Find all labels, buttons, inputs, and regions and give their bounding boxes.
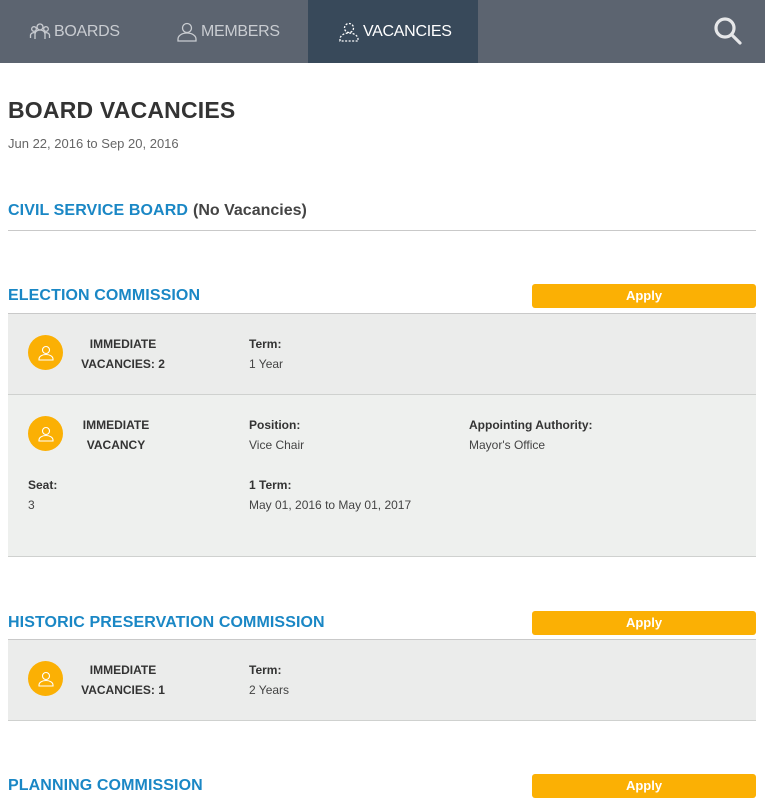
term-label: Term: — [249, 663, 282, 677]
term-start: May 01, 2016 — [249, 498, 322, 512]
board-historic-preservation — [8, 610, 756, 636]
appointing-authority-label: Appointing Authority: — [469, 418, 593, 432]
vacancy-count-label: IMMEDIATE VACANCIES: 1 — [81, 663, 165, 697]
term-dates — [249, 495, 411, 515]
search-icon — [711, 35, 745, 52]
vacancy-summary-row — [8, 640, 756, 721]
term-label: 1 Term: — [249, 478, 292, 492]
appointing-authority-value: Mayor's Office — [469, 438, 546, 452]
date-range — [8, 136, 756, 151]
tab-vacancies[interactable] — [308, 0, 478, 63]
person-icon — [28, 335, 63, 370]
person-icon — [28, 661, 63, 696]
person-icon — [28, 416, 63, 451]
members-icon — [176, 21, 198, 43]
seat-label: Seat: — [28, 478, 58, 492]
position-value: Vice Chair — [249, 438, 305, 452]
board-name-link[interactable]: HISTORIC PRESERVATION COMMISSION — [8, 614, 325, 631]
board-name-link[interactable]: PLANNING COMMISSION — [8, 777, 203, 794]
date-end: Sep 20, 2016 — [101, 136, 179, 151]
main-content — [0, 97, 765, 799]
term-value: 2 Years — [249, 683, 290, 697]
apply-button[interactable]: Apply — [532, 611, 756, 635]
tab-members[interactable] — [176, 0, 280, 63]
position-label: Position: — [249, 418, 301, 432]
board-name-link[interactable]: ELECTION COMMISSION — [8, 287, 201, 304]
date-separator: to — [86, 136, 98, 151]
vacancy-type-label: IMMEDIATE VACANCY — [82, 418, 150, 452]
no-vacancies-label: (No Vacancies) — [193, 202, 307, 219]
term-end: May 01, 2017 — [338, 498, 412, 512]
tab-members-label: MEMBERS — [201, 22, 280, 40]
apply-button[interactable]: Apply — [532, 284, 756, 308]
vacancy-count-label: IMMEDIATE VACANCIES: 2 — [81, 337, 165, 371]
boards-icon — [29, 21, 51, 43]
page-title: BOARD VACANCIES — [8, 97, 236, 123]
board-election-commission — [8, 283, 756, 309]
tab-boards-label: BOARDS — [54, 22, 120, 40]
apply-button[interactable]: Apply — [532, 774, 756, 798]
vacancy-detail-row — [8, 395, 756, 557]
top-nav — [0, 0, 765, 63]
term-label: Term: — [249, 337, 282, 351]
search-button[interactable] — [711, 14, 745, 48]
board-name-link[interactable]: CIVIL SERVICE BOARD — [8, 202, 189, 219]
term-value: 1 Year — [249, 357, 284, 371]
date-start: Jun 22, 2016 — [8, 136, 84, 151]
vacancy-summary-row — [8, 314, 756, 395]
board-planning-commission — [8, 773, 756, 799]
seat-value: 3 — [28, 498, 35, 512]
tab-vacancies-label: VACANCIES — [363, 22, 452, 40]
vacancies-icon — [338, 21, 360, 43]
tab-boards[interactable] — [29, 0, 120, 63]
divider — [8, 230, 756, 231]
board-civil-service — [8, 199, 756, 223]
term-separator: to — [325, 498, 336, 512]
